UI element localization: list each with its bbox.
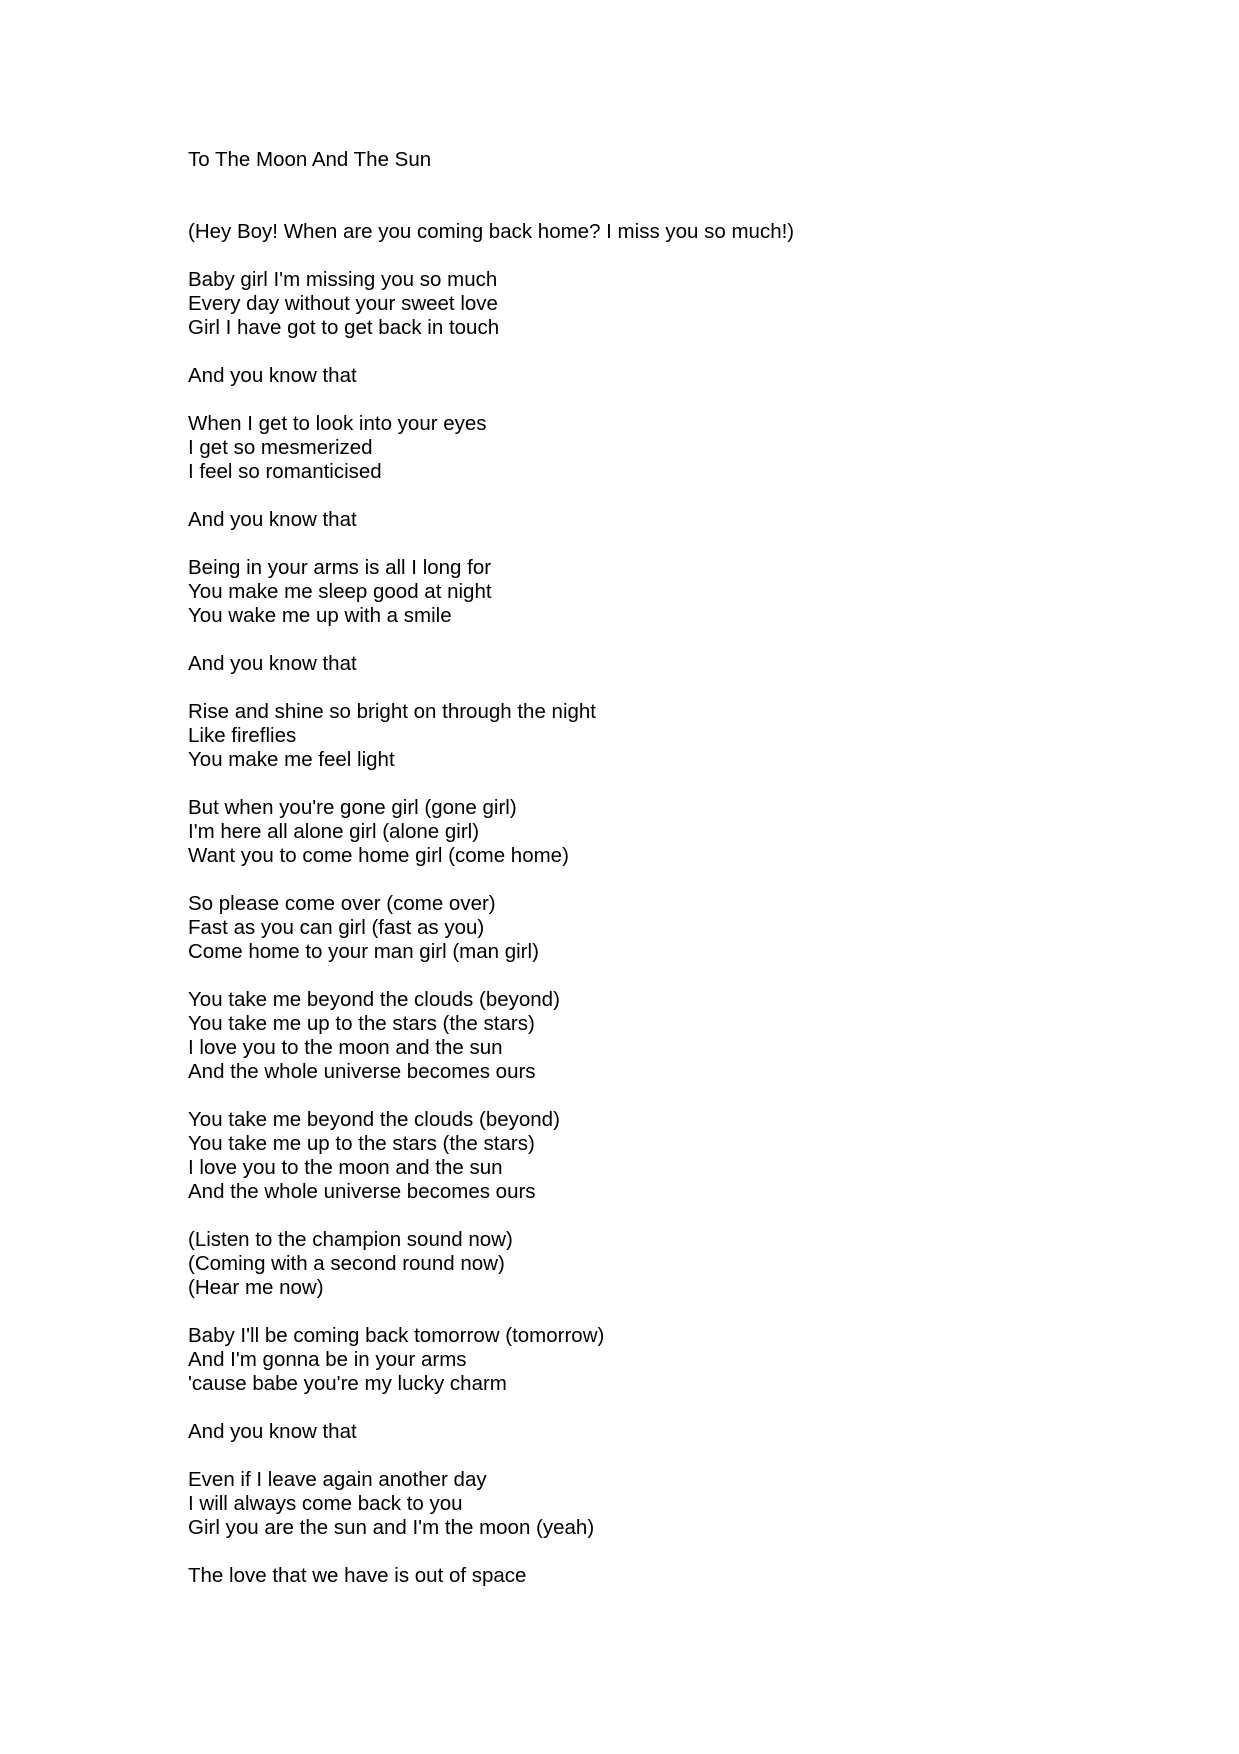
lyric-line: Baby I'll be coming back tomorrow (tomorrow)	[188, 1324, 605, 1347]
lyric-line: Being in your arms is all I long for	[188, 556, 492, 579]
stanza	[188, 364, 1088, 388]
stanza	[188, 268, 1088, 340]
lyric-line: 'cause babe you're my lucky charm	[188, 1372, 507, 1395]
lyric-line: Like fireflies	[188, 724, 297, 747]
stanza	[188, 508, 1088, 532]
lyric-line: So please come over (come over)	[188, 892, 496, 915]
lyric-line: You wake me up with a smile	[188, 604, 452, 627]
lyric-line: Baby girl I'm missing you so much	[188, 268, 498, 291]
stanza	[188, 1468, 1088, 1540]
lyric-line: Fast as you can girl (fast as you)	[188, 916, 485, 939]
lyric-line: And the whole universe becomes ours	[188, 1060, 536, 1083]
stanza	[188, 1108, 1088, 1204]
lyric-line: You take me up to the stars (the stars)	[188, 1012, 535, 1035]
lyric-line: You take me up to the stars (the stars)	[188, 1132, 535, 1155]
lyric-line: Even if I leave again another day	[188, 1468, 487, 1491]
lyric-line: When I get to look into your eyes	[188, 412, 487, 435]
stanza	[188, 700, 1088, 772]
stanza	[188, 412, 1088, 484]
lyric-line: (Listen to the champion sound now)	[188, 1228, 513, 1251]
lyrics-document	[188, 148, 1088, 1588]
lyric-line: I will always come back to you	[188, 1492, 463, 1515]
lyric-line: I feel so romanticised	[188, 460, 382, 483]
lyric-line: (Coming with a second round now)	[188, 1252, 505, 1275]
lyric-line: And I'm gonna be in your arms	[188, 1348, 467, 1371]
lyric-line: (Hear me now)	[188, 1276, 324, 1299]
lyric-line: You take me beyond the clouds (beyond)	[188, 1108, 560, 1131]
lyric-line: And you know that	[188, 1420, 357, 1443]
lyric-line: And you know that	[188, 364, 357, 387]
stanza	[188, 556, 1088, 628]
lyric-line: Rise and shine so bright on through the night	[188, 700, 596, 723]
stanza	[188, 1564, 1088, 1588]
lyric-line: I'm here all alone girl (alone girl)	[188, 820, 480, 843]
lyric-line: Come home to your man girl (man girl)	[188, 940, 539, 963]
stanza	[188, 892, 1088, 964]
lyric-line: You make me sleep good at night	[188, 580, 492, 603]
lyric-line: But when you're gone girl (gone girl)	[188, 796, 517, 819]
lyric-line: And you know that	[188, 508, 357, 531]
lyric-line: And the whole universe becomes ours	[188, 1180, 536, 1203]
stanza-list	[188, 268, 1088, 1588]
lyric-line: You take me beyond the clouds (beyond)	[188, 988, 560, 1011]
lyric-line: And you know that	[188, 652, 357, 675]
stanza	[188, 1420, 1088, 1444]
lyric-line: Every day without your sweet love	[188, 292, 498, 315]
stanza	[188, 796, 1088, 868]
lyric-line: I get so mesmerized	[188, 436, 373, 459]
lyric-line: The love that we have is out of space	[188, 1564, 527, 1587]
intro-line: (Hey Boy! When are you coming back home? I miss you so much!)	[188, 220, 795, 243]
stanza	[188, 1228, 1088, 1300]
lyric-line: Girl you are the sun and I'm the moon (yeah)	[188, 1516, 595, 1539]
song-title: To The Moon And The Sun	[188, 148, 432, 171]
lyric-line: You make me feel light	[188, 748, 395, 771]
stanza	[188, 988, 1088, 1084]
stanza	[188, 1324, 1088, 1396]
lyric-line: I love you to the moon and the sun	[188, 1156, 503, 1179]
lyric-line: Want you to come home girl (come home)	[188, 844, 569, 867]
lyric-line: I love you to the moon and the sun	[188, 1036, 503, 1059]
lyric-line: Girl I have got to get back in touch	[188, 316, 500, 339]
stanza	[188, 652, 1088, 676]
